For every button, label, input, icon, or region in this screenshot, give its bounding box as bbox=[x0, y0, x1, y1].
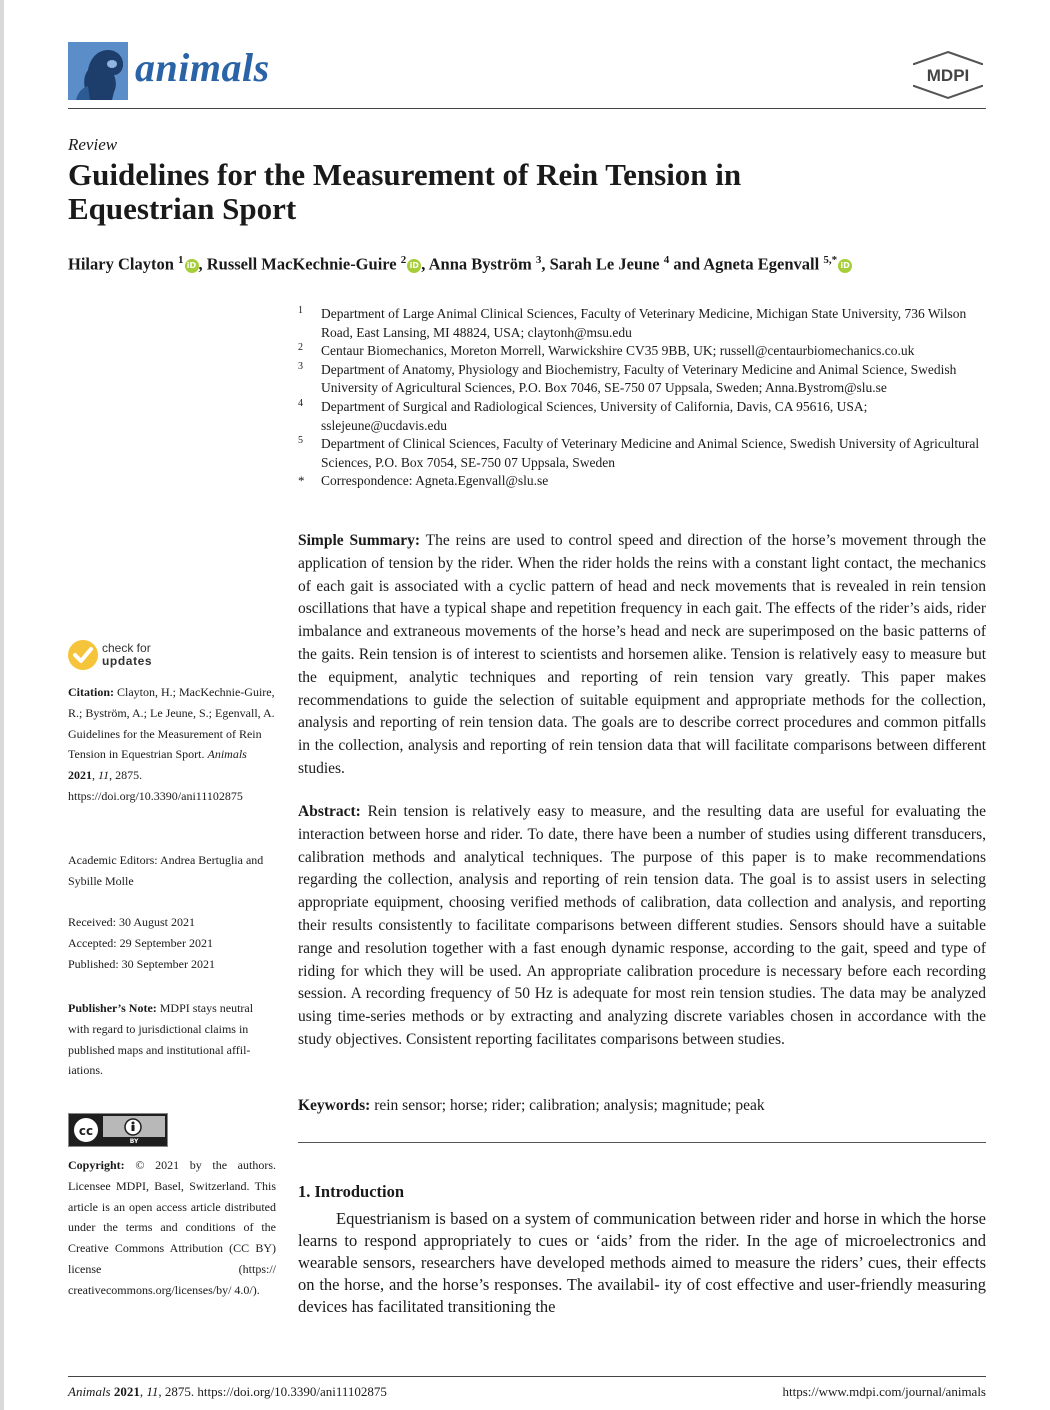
section-heading-introduction: 1. Introduction bbox=[298, 1182, 405, 1201]
citation: Citation: Clayton, H.; MacKechnie-Guire, R.; Byström, A.; Le Jeune, S.; Egenvall, A. Guidelines for the Measurement of Rein Tension in Equestrian Sport. Animals 2021, 11, 2875. https://doi.org/10.3390/ani11102875 bbox=[68, 685, 275, 803]
footer-rule bbox=[68, 1376, 986, 1377]
author-affiliation-mark: 5,* bbox=[823, 254, 838, 266]
published-date: Published: 30 September 2021 bbox=[68, 956, 215, 971]
orcid-icon[interactable]: iD bbox=[185, 259, 199, 273]
affiliation-number: 4 bbox=[298, 397, 303, 409]
cc-by-label: BY bbox=[129, 1138, 139, 1145]
article-type: Review bbox=[68, 135, 118, 154]
footer-citation: Animals 2021, 11, 2875. https://doi.org/10.3390/ani11102875 bbox=[68, 1384, 387, 1399]
author-name[interactable]: Agneta Egenvall bbox=[703, 254, 820, 274]
affiliation-text: Correspondence: Agneta.Egenvall@slu.se bbox=[321, 473, 549, 489]
affiliation-number: 3 bbox=[298, 360, 303, 372]
mdpi-logo-icon bbox=[910, 50, 986, 100]
academic-editors: Academic Editors: Andrea Bertuglia and Sybille Molle bbox=[68, 853, 264, 888]
footer-doi[interactable]: , 2875. https://doi.org/10.3390/ani11102875 bbox=[158, 1384, 387, 1399]
orcid-icon[interactable]: iD bbox=[407, 259, 421, 273]
svg-text:MDPI: MDPI bbox=[926, 66, 970, 85]
citation-doi[interactable]: , 2875. https://doi.org/10.3390/ani11102875 bbox=[68, 768, 243, 803]
affiliation-item bbox=[298, 398, 988, 435]
citation-year: 2021 bbox=[68, 768, 92, 783]
page-edge bbox=[0, 0, 4, 1410]
publisher-note-label: Publisher’s Note: bbox=[68, 1001, 157, 1015]
introduction-text: Equestrianism is based on a system of communication between rider and horse in which the horse learns to respond appropriately to cues or ‘aids’ from the rider. In the age of microelectronics and wearable sensors, researchers have developed methods aimed to measure the riders’ cues, their effects on the horse, and the horse’s responses. The availabil- ity of cost effective and user-friendly measuring devices has facilitated transitioning the bbox=[298, 1209, 986, 1316]
author-affiliation-mark: 1 bbox=[178, 254, 184, 266]
keywords bbox=[298, 1095, 986, 1117]
abstract-label: Abstract: bbox=[298, 803, 361, 820]
keywords-label: Keywords: bbox=[298, 1097, 371, 1114]
keywords-text: rein sensor; horse; rider; calibration; analysis; magnitude; peak bbox=[374, 1097, 765, 1114]
affiliation-text: Department of Large Animal Clinical Sciences, Faculty of Veterinary Medicine, Michigan State University, 736 Wilson Road, East Lansing, MI 48824, USA; claytonh@msu.edu bbox=[321, 306, 967, 340]
affiliation-item bbox=[298, 361, 988, 398]
affiliation-text: Department of Clinical Sciences, Faculty of Veterinary Medicine and Animal Science, Swedish University of Agricultural Sciences, P.O. Box 7054, SE-750 07 Uppsala, Sweden bbox=[321, 436, 980, 470]
affiliation-text: Department of Surgical and Radiological Sciences, University of California, Davis, CA 95616, USA; sslejeune@ucdavis.edu bbox=[321, 398, 868, 433]
copyright bbox=[68, 1155, 276, 1301]
journal-logo-icon bbox=[68, 42, 128, 100]
affiliation-number: 1 bbox=[298, 305, 303, 316]
affiliation-number: * bbox=[298, 473, 305, 489]
affiliations bbox=[298, 305, 988, 491]
orcid-icon[interactable]: iD bbox=[838, 259, 852, 273]
footer-volume: 11 bbox=[146, 1384, 159, 1399]
affiliation-text: Department of Anatomy, Physiology and Biochemistry, Faculty of Veterinary Medicine and Animal Science, Swedish University of Agricultural Sciences, P.O. Box 7046, SE-750 07 Uppsala, Sweden; Anna.Bystrom@slu.se bbox=[321, 361, 957, 396]
author-name[interactable]: Russell MacKechnie-Guire bbox=[206, 254, 397, 274]
header-rule bbox=[68, 108, 986, 109]
check-updates-icon bbox=[68, 640, 98, 670]
simple-summary bbox=[298, 530, 986, 781]
svg-text:cc: cc bbox=[78, 1124, 94, 1138]
author-name[interactable]: Anna Byström bbox=[428, 254, 532, 274]
simple-summary-text: The reins are used to control speed and direction of the horse’s movement through the application of tension by the rider. When the rider holds the reins with a constant light contact, the mechanics of each gait is associated with a cyclic pattern of head and neck movements that is revealed in rein tension oscillations that have a typical shape and repetition frequency in each gait. The effects of the rider’s aids, rider imbalance and extraneous movements of the horse’s head and neck are superimposed on the basic patterns of the gaits. Rein tension is of interest to scientists and horsemen alike. Tension is relatively easy to measure but the equipment, analytic techniques and reporting of rein tension vary greatly. This paper makes recommendations to guide the selection of suitable equipment and appropriate methods for the collection, analysis and reporting of rein tension data. The goals are to describe correct procedures and common pitfalls in the collection, analysis and reporting of rein tension data that will facilitate comparisons between different studies. bbox=[298, 532, 986, 777]
article-title: Guidelines for the Measurement of Rein Tension in Equestrian Sport bbox=[68, 157, 742, 226]
copyright-label: Copyright: bbox=[68, 1158, 125, 1172]
author-separator: , bbox=[421, 254, 429, 274]
footer-journal-url[interactable]: https://www.mdpi.com/journal/animals bbox=[782, 1384, 986, 1399]
author-affiliation-mark: 3 bbox=[535, 254, 542, 266]
citation-label: Citation: bbox=[68, 685, 114, 699]
affiliation-item bbox=[298, 305, 988, 342]
author-name[interactable]: Hilary Clayton bbox=[68, 254, 174, 274]
copyright-text: © 2021 by the authors. Licensee MDPI, Basel, Switzerland. This article is an open access article distributed under the terms and conditions of the Creative Commons Attribution (CC BY) license (https:// creativecommons.org/licenses/by/ 4.0/). bbox=[68, 1158, 277, 1297]
affiliation-text: Centaur Biomechanics, Moreton Morrell, Warwickshire CV35 9BB, UK; russell@centaurbiomechanics.co.uk bbox=[321, 343, 915, 359]
publisher-note-text: MDPI stays neutral with regard to jurisdictional claims in published maps and institutional affil- iations. bbox=[68, 1001, 254, 1078]
simple-summary-label: Simple Summary: bbox=[298, 532, 421, 549]
author-separator: , bbox=[541, 254, 550, 274]
affiliation-number: 5 bbox=[298, 435, 303, 447]
received-date: Received: 30 August 2021 bbox=[68, 915, 195, 929]
citation-volume: 11 bbox=[98, 768, 110, 783]
affiliation-item bbox=[298, 342, 988, 361]
check-for-updates-button[interactable] bbox=[68, 640, 178, 674]
author-name[interactable]: Sarah Le Jeune bbox=[549, 254, 660, 274]
publisher-note bbox=[68, 998, 276, 1081]
cc-by-license-badge[interactable] bbox=[68, 1113, 168, 1147]
accepted-date: Accepted: 29 September 2021 bbox=[68, 935, 213, 950]
author-affiliation-mark: 4 bbox=[663, 254, 670, 266]
affiliation-item bbox=[298, 472, 988, 491]
abstract bbox=[298, 801, 986, 1052]
journal-name: animals bbox=[135, 45, 270, 90]
author-separator: , bbox=[198, 254, 207, 274]
author-separator: and bbox=[669, 254, 704, 274]
abstract-text: Rein tension is relatively easy to measure, and the resulting data are useful for evaluating the interaction between horse and rider. To date, there have been a number of studies using different transducers, calibration methods and analytical techniques. The purpose of this paper is to make recommendations regarding the collection, analysis and reporting of rein tension data. The goal is to assist users in selecting appropriate equipment, choosing verified methods of calibration, data collection and analysis, and reporting their results consistently to facilitate comparisons between different studies. Sensors should have a suitable range and resolution together with a fast enough dynamic response, according to the gait, speed and type of riding for which they will be used. An appropriate calibration procedure is necessary before each recording session. A recording frequency of 50 Hz is adequate for most rein tension studies. The data may be analyzed using time-series methods or by extracting and analyzing discrete variables chosen in accordance with the study objectives. Consistent reporting facilitates comparisons between studies. bbox=[298, 803, 986, 1048]
footer-year: 2021 bbox=[113, 1384, 140, 1399]
author-list bbox=[68, 254, 852, 275]
affiliation-number: 2 bbox=[298, 342, 303, 354]
article-dates bbox=[68, 912, 276, 974]
author-affiliation-mark: 2 bbox=[400, 254, 407, 266]
check-updates-label bbox=[102, 642, 152, 668]
footer-journal: Animals bbox=[68, 1384, 111, 1399]
check-updates-line1: check for bbox=[102, 641, 151, 655]
citation-text: Clayton, H.; MacKechnie-Guire, R.; Byström, A.; Le Jeune, S.; Egenvall, A. Guidelines for the Measurement of Rein Tension in Equestrian Sport. bbox=[68, 685, 275, 762]
check-updates-line2: updates bbox=[102, 654, 153, 668]
section-rule bbox=[298, 1142, 986, 1143]
affiliation-item bbox=[298, 435, 988, 472]
citation-journal: Animals bbox=[207, 747, 247, 762]
